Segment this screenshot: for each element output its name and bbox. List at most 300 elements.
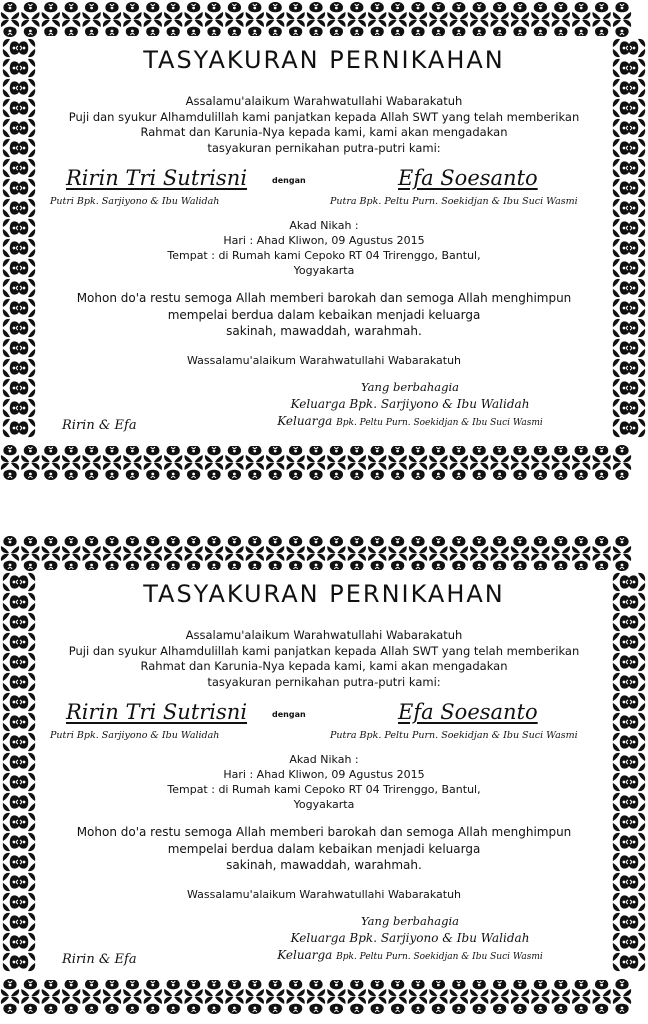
sign-intro: Yang berbahagia (360, 380, 460, 394)
flower-icon (368, 997, 386, 1014)
flower-icon (628, 713, 645, 731)
flower-icon (409, 445, 427, 462)
invitation-card-1 (0, 0, 648, 482)
flower-icon (18, 159, 35, 177)
flower-icon (18, 379, 35, 397)
intro-text (38, 94, 610, 156)
flower-icon (613, 139, 630, 157)
flower-icon (490, 997, 508, 1014)
flower-icon (490, 445, 508, 462)
flower-icon (164, 536, 182, 553)
flower-icon (266, 554, 284, 571)
flower-icon (613, 279, 630, 297)
flower-icon (613, 593, 630, 611)
flower-icon (18, 813, 35, 831)
flower-icon (613, 573, 630, 591)
plea-line-3: sakinah, mawaddah, warahmah. (226, 858, 422, 872)
flower-icon (184, 997, 202, 1014)
flower-icon (18, 713, 35, 731)
flower-icon (628, 933, 645, 951)
flower-icon (388, 20, 406, 37)
flower-icon (613, 79, 630, 97)
flower-icon (42, 536, 60, 553)
flower-icon (613, 399, 630, 417)
flower-icon (490, 554, 508, 571)
flower-icon (628, 259, 645, 277)
flower-icon (552, 997, 570, 1014)
flower-icon (18, 319, 35, 337)
flower-icon (3, 813, 20, 831)
flower-icon (613, 913, 630, 931)
flower-icon (327, 536, 345, 553)
flower-icon (1, 554, 19, 571)
flower-icon (3, 573, 20, 591)
flower-icon (628, 833, 645, 851)
flower-icon (613, 239, 630, 257)
flower-icon (613, 179, 630, 197)
flower-icon (3, 833, 20, 851)
flower-icon (18, 419, 35, 437)
flower-icon (450, 2, 468, 19)
flower-icon (18, 773, 35, 791)
flower-icon (164, 997, 182, 1014)
flower-icon (144, 2, 162, 19)
flower-icon (3, 219, 20, 237)
flower-icon (266, 536, 284, 553)
flower-icon (205, 536, 223, 553)
bride-name: Ririn Tri Sutrisni (66, 700, 248, 724)
flower-icon (18, 693, 35, 711)
flower-icon (123, 20, 141, 37)
card-content-1 (38, 36, 610, 446)
flower-icon (103, 997, 121, 1014)
flower-icon (18, 359, 35, 377)
flower-icon (123, 536, 141, 553)
flower-icon (184, 2, 202, 19)
plea-line-1: Mohon do'a restu semoga Allah memberi barokah dan semoga Allah menghimpun (76, 825, 572, 839)
flower-icon (613, 813, 630, 831)
flower-icon (3, 339, 20, 357)
flower-icon (613, 59, 630, 77)
flower-icon (286, 2, 304, 19)
flower-icon (613, 199, 630, 217)
flower-icon (3, 199, 20, 217)
flower-icon (613, 997, 631, 1014)
flower-icon (470, 445, 488, 462)
flower-icon (164, 979, 182, 996)
flower-icon (164, 463, 182, 480)
connector-word: dengan (272, 176, 306, 185)
flower-icon (164, 2, 182, 19)
flower-icon (388, 445, 406, 462)
flower-icon (628, 399, 645, 417)
flower-icon (246, 445, 264, 462)
flower-icon (613, 359, 630, 377)
bride-parents: Putri Bpk. Sarjiyono & Ibu Walidah (50, 730, 220, 741)
flower-icon (628, 339, 645, 357)
flower-icon (246, 979, 264, 996)
flower-icon (628, 199, 645, 217)
flower-icon (613, 933, 630, 951)
flower-icon (82, 20, 100, 37)
flower-icon (450, 536, 468, 553)
flower-icon (82, 979, 100, 996)
flower-icon (572, 2, 590, 19)
flower-icon (613, 653, 630, 671)
flower-icon (348, 463, 366, 480)
couple-monogram: Ririn & Efa (62, 952, 137, 967)
flower-icon (327, 554, 345, 571)
flower-icon (21, 463, 39, 480)
flower-icon (18, 279, 35, 297)
flower-icon (613, 299, 630, 317)
flower-icon (409, 463, 427, 480)
flower-icon (205, 997, 223, 1014)
closing-greeting: Wassalamu'alaikum Warahwatullahi Wabarakatuh (186, 354, 462, 367)
flower-icon (18, 39, 35, 57)
plea-line-3: sakinah, mawaddah, warahmah. (226, 324, 422, 338)
flower-icon (286, 997, 304, 1014)
flower-icon (490, 463, 508, 480)
flower-icon (613, 20, 631, 37)
sign-family-1: Keluarga Bpk. Sarjiyono & Ibu Walidah (290, 397, 530, 411)
flower-icon (184, 20, 202, 37)
flower-icon (450, 20, 468, 37)
flower-icon (450, 463, 468, 480)
bride-parents: Putri Bpk. Sarjiyono & Ibu Walidah (50, 196, 220, 207)
flower-icon (511, 463, 529, 480)
flower-icon (307, 997, 325, 1014)
flower-icon (1, 536, 19, 553)
plea-line-1: Mohon do'a restu semoga Allah memberi barokah dan semoga Allah menghimpun (76, 291, 572, 305)
flower-icon (3, 79, 20, 97)
flower-icon (368, 463, 386, 480)
intro-text (38, 628, 610, 690)
flower-icon (592, 20, 610, 37)
flower-icon (164, 554, 182, 571)
flower-icon (225, 979, 243, 996)
flower-icon (552, 979, 570, 996)
flower-icon (429, 979, 447, 996)
flower-icon (3, 399, 20, 417)
flower-icon (511, 997, 529, 1014)
flower-icon (628, 613, 645, 631)
flower-icon (62, 445, 80, 462)
flower-icon (18, 633, 35, 651)
flower-icon (62, 979, 80, 996)
flower-icon (225, 20, 243, 37)
sign-family-2 (210, 413, 610, 432)
flower-icon (18, 79, 35, 97)
flower-icon (205, 979, 223, 996)
flower-icon (552, 554, 570, 571)
intro-line-3: tasyakuran pernikahan putra-putri kami: (207, 140, 441, 155)
flower-icon (327, 20, 345, 37)
flower-icon (3, 99, 20, 117)
sign-family-2-lead: Keluarga (277, 948, 333, 962)
flower-icon (3, 593, 20, 611)
flower-icon (225, 997, 243, 1014)
flower-icon (628, 593, 645, 611)
plea-line-2: mempelai berdua dalam kebaikan menjadi keluarga (167, 841, 481, 856)
flower-icon (62, 554, 80, 571)
flower-icon (348, 554, 366, 571)
akad-place: Tempat : di Rumah kami Cepoko RT 04 Trirenggo, Bantul, (167, 249, 481, 262)
flower-icon (388, 463, 406, 480)
flower-icon (628, 873, 645, 891)
flower-icon (3, 713, 20, 731)
flower-icon (18, 239, 35, 257)
flower-icon (144, 554, 162, 571)
flower-icon (470, 2, 488, 19)
flower-icon (552, 463, 570, 480)
flower-icon (470, 536, 488, 553)
flower-icon (144, 536, 162, 553)
flower-icon (21, 979, 39, 996)
flower-icon (628, 573, 645, 591)
flower-icon (18, 199, 35, 217)
flower-icon (3, 379, 20, 397)
flower-icon (62, 536, 80, 553)
flower-icon (531, 536, 549, 553)
flower-icon (490, 20, 508, 37)
flower-icon (429, 445, 447, 462)
flower-icon (368, 445, 386, 462)
flower-icon (18, 399, 35, 417)
flower-icon (1, 997, 19, 1014)
flower-icon (511, 554, 529, 571)
intro-line-1: Puji dan syukur Alhamdulillah kami panjatkan kepada Allah SWT yang telah memberikan (68, 109, 580, 124)
flower-icon (388, 536, 406, 553)
flower-icon (327, 979, 345, 996)
flower-icon (409, 979, 427, 996)
flower-icon (42, 463, 60, 480)
flower-icon (3, 773, 20, 791)
flower-icon (572, 997, 590, 1014)
flower-icon (18, 593, 35, 611)
flower-icon (82, 997, 100, 1014)
flower-icon (103, 979, 121, 996)
intro-line-2: Rahmat dan Karunia-Nya kepada kami, kami akan mengadakan (140, 659, 508, 673)
flower-icon (450, 554, 468, 571)
flower-icon (266, 997, 284, 1014)
groom-parents: Putra Bpk. Peltu Purn. Soekidjan & Ibu Suci Wasmi (330, 730, 578, 741)
flower-icon (123, 463, 141, 480)
flower-icon (613, 833, 630, 851)
flower-icon (3, 419, 20, 437)
flower-icon (613, 773, 630, 791)
flower-icon (307, 979, 325, 996)
flower-icon (511, 536, 529, 553)
flower-icon (511, 20, 529, 37)
flower-icon (21, 554, 39, 571)
card-title: TASYAKURAN PERNIKAHAN (143, 46, 505, 74)
flower-icon (18, 179, 35, 197)
flower-icon (628, 813, 645, 831)
flower-icon (82, 463, 100, 480)
flower-icon (18, 219, 35, 237)
flower-icon (62, 2, 80, 19)
flower-icon (21, 536, 39, 553)
flower-icon (327, 2, 345, 19)
sign-family-2 (210, 947, 610, 966)
flower-icon (1, 20, 19, 37)
signature-block (210, 379, 610, 432)
sign-family-2-lead: Keluarga (277, 414, 333, 428)
flower-icon (286, 979, 304, 996)
flower-icon (348, 2, 366, 19)
akad-city: Yogyakarta (293, 264, 355, 277)
flower-icon (628, 79, 645, 97)
flower-icon (327, 445, 345, 462)
flower-icon (184, 979, 202, 996)
flower-icon (123, 2, 141, 19)
flower-icon (307, 554, 325, 571)
flower-icon (613, 893, 630, 911)
flower-icon (552, 2, 570, 19)
flower-icon (613, 339, 630, 357)
flower-icon (225, 2, 243, 19)
flower-icon (613, 554, 631, 571)
flower-icon (628, 793, 645, 811)
flower-icon (225, 445, 243, 462)
flower-icon (18, 673, 35, 691)
flower-icon (123, 554, 141, 571)
flower-icon (42, 20, 60, 37)
flower-icon (18, 833, 35, 851)
flower-icon (18, 913, 35, 931)
flower-icon (628, 913, 645, 931)
flower-icon (429, 997, 447, 1014)
flower-icon (572, 20, 590, 37)
flower-icon (103, 445, 121, 462)
flower-icon (628, 653, 645, 671)
flower-icon (21, 997, 39, 1014)
flower-icon (552, 20, 570, 37)
akad-label: Akad Nikah : (289, 219, 359, 232)
flower-icon (307, 20, 325, 37)
akad-date: Hari : Ahad Kliwon, 09 Agustus 2015 (223, 768, 425, 781)
flower-icon (205, 463, 223, 480)
flower-icon (3, 299, 20, 317)
groom-name: Efa Soesanto (398, 166, 538, 190)
flower-icon (429, 20, 447, 37)
flower-icon (628, 219, 645, 237)
flower-icon (82, 554, 100, 571)
flower-icon (348, 536, 366, 553)
flower-icon (327, 997, 345, 1014)
flower-icon (572, 536, 590, 553)
akad-label: Akad Nikah : (289, 753, 359, 766)
flower-icon (592, 2, 610, 19)
flower-icon (511, 979, 529, 996)
flower-icon (3, 239, 20, 257)
flower-icon (628, 239, 645, 257)
flower-icon (62, 997, 80, 1014)
flower-icon (3, 59, 20, 77)
flower-icon (490, 536, 508, 553)
flower-icon (3, 119, 20, 137)
intro-line-2: Rahmat dan Karunia-Nya kepada kami, kami akan mengadakan (140, 125, 508, 139)
flower-icon (531, 445, 549, 462)
flower-icon (3, 793, 20, 811)
flower-icon (531, 554, 549, 571)
flower-icon (388, 554, 406, 571)
flower-icon (184, 463, 202, 480)
flower-icon (18, 299, 35, 317)
flower-icon (592, 979, 610, 996)
flower-icon (409, 997, 427, 1014)
flower-icon (307, 445, 325, 462)
flower-icon (592, 445, 610, 462)
flower-icon (511, 2, 529, 19)
flower-icon (613, 119, 630, 137)
flower-icon (450, 445, 468, 462)
flower-icon (123, 979, 141, 996)
flower-icon (613, 693, 630, 711)
akad-city: Yogyakarta (293, 798, 355, 811)
akad-details (38, 218, 610, 278)
flower-icon (18, 953, 35, 971)
flower-icon (18, 59, 35, 77)
flower-icon (368, 554, 386, 571)
flower-icon (628, 119, 645, 137)
flower-icon (628, 39, 645, 57)
groom-parents: Putra Bpk. Peltu Purn. Soekidjan & Ibu Suci Wasmi (330, 196, 578, 207)
flower-icon (409, 554, 427, 571)
flower-icon (450, 979, 468, 996)
flower-icon (613, 873, 630, 891)
flower-icon (21, 2, 39, 19)
flower-icon (628, 773, 645, 791)
closing-greeting: Wassalamu'alaikum Warahwatullahi Wabarakatuh (186, 888, 462, 901)
flower-icon (628, 139, 645, 157)
flower-icon (628, 893, 645, 911)
bride-name: Ririn Tri Sutrisni (66, 166, 248, 190)
flower-icon (613, 753, 630, 771)
flower-icon (628, 279, 645, 297)
flower-icon (613, 793, 630, 811)
flower-icon (164, 20, 182, 37)
flower-icon (388, 997, 406, 1014)
intro-line-1: Puji dan syukur Alhamdulillah kami panjatkan kepada Allah SWT yang telah memberikan (68, 643, 580, 658)
flower-icon (592, 536, 610, 553)
flower-icon (613, 159, 630, 177)
flower-icon (628, 693, 645, 711)
flower-icon (3, 853, 20, 871)
flower-icon (144, 463, 162, 480)
flower-icon (592, 463, 610, 480)
invitation-card-2 (0, 534, 648, 1016)
flower-icon (348, 997, 366, 1014)
flower-icon (3, 673, 20, 691)
flower-icon (18, 893, 35, 911)
flower-icon (286, 554, 304, 571)
flower-icon (628, 99, 645, 117)
flower-icon (613, 99, 630, 117)
flower-icon (42, 979, 60, 996)
plea-line-2: mempelai berdua dalam kebaikan menjadi keluarga (167, 307, 481, 322)
flower-icon (103, 463, 121, 480)
flower-icon (348, 979, 366, 996)
flower-icon (628, 953, 645, 971)
flower-icon (3, 953, 20, 971)
akad-details (38, 752, 610, 812)
flower-icon (18, 613, 35, 631)
flower-icon (21, 20, 39, 37)
flower-icon (470, 20, 488, 37)
flower-icon (286, 20, 304, 37)
